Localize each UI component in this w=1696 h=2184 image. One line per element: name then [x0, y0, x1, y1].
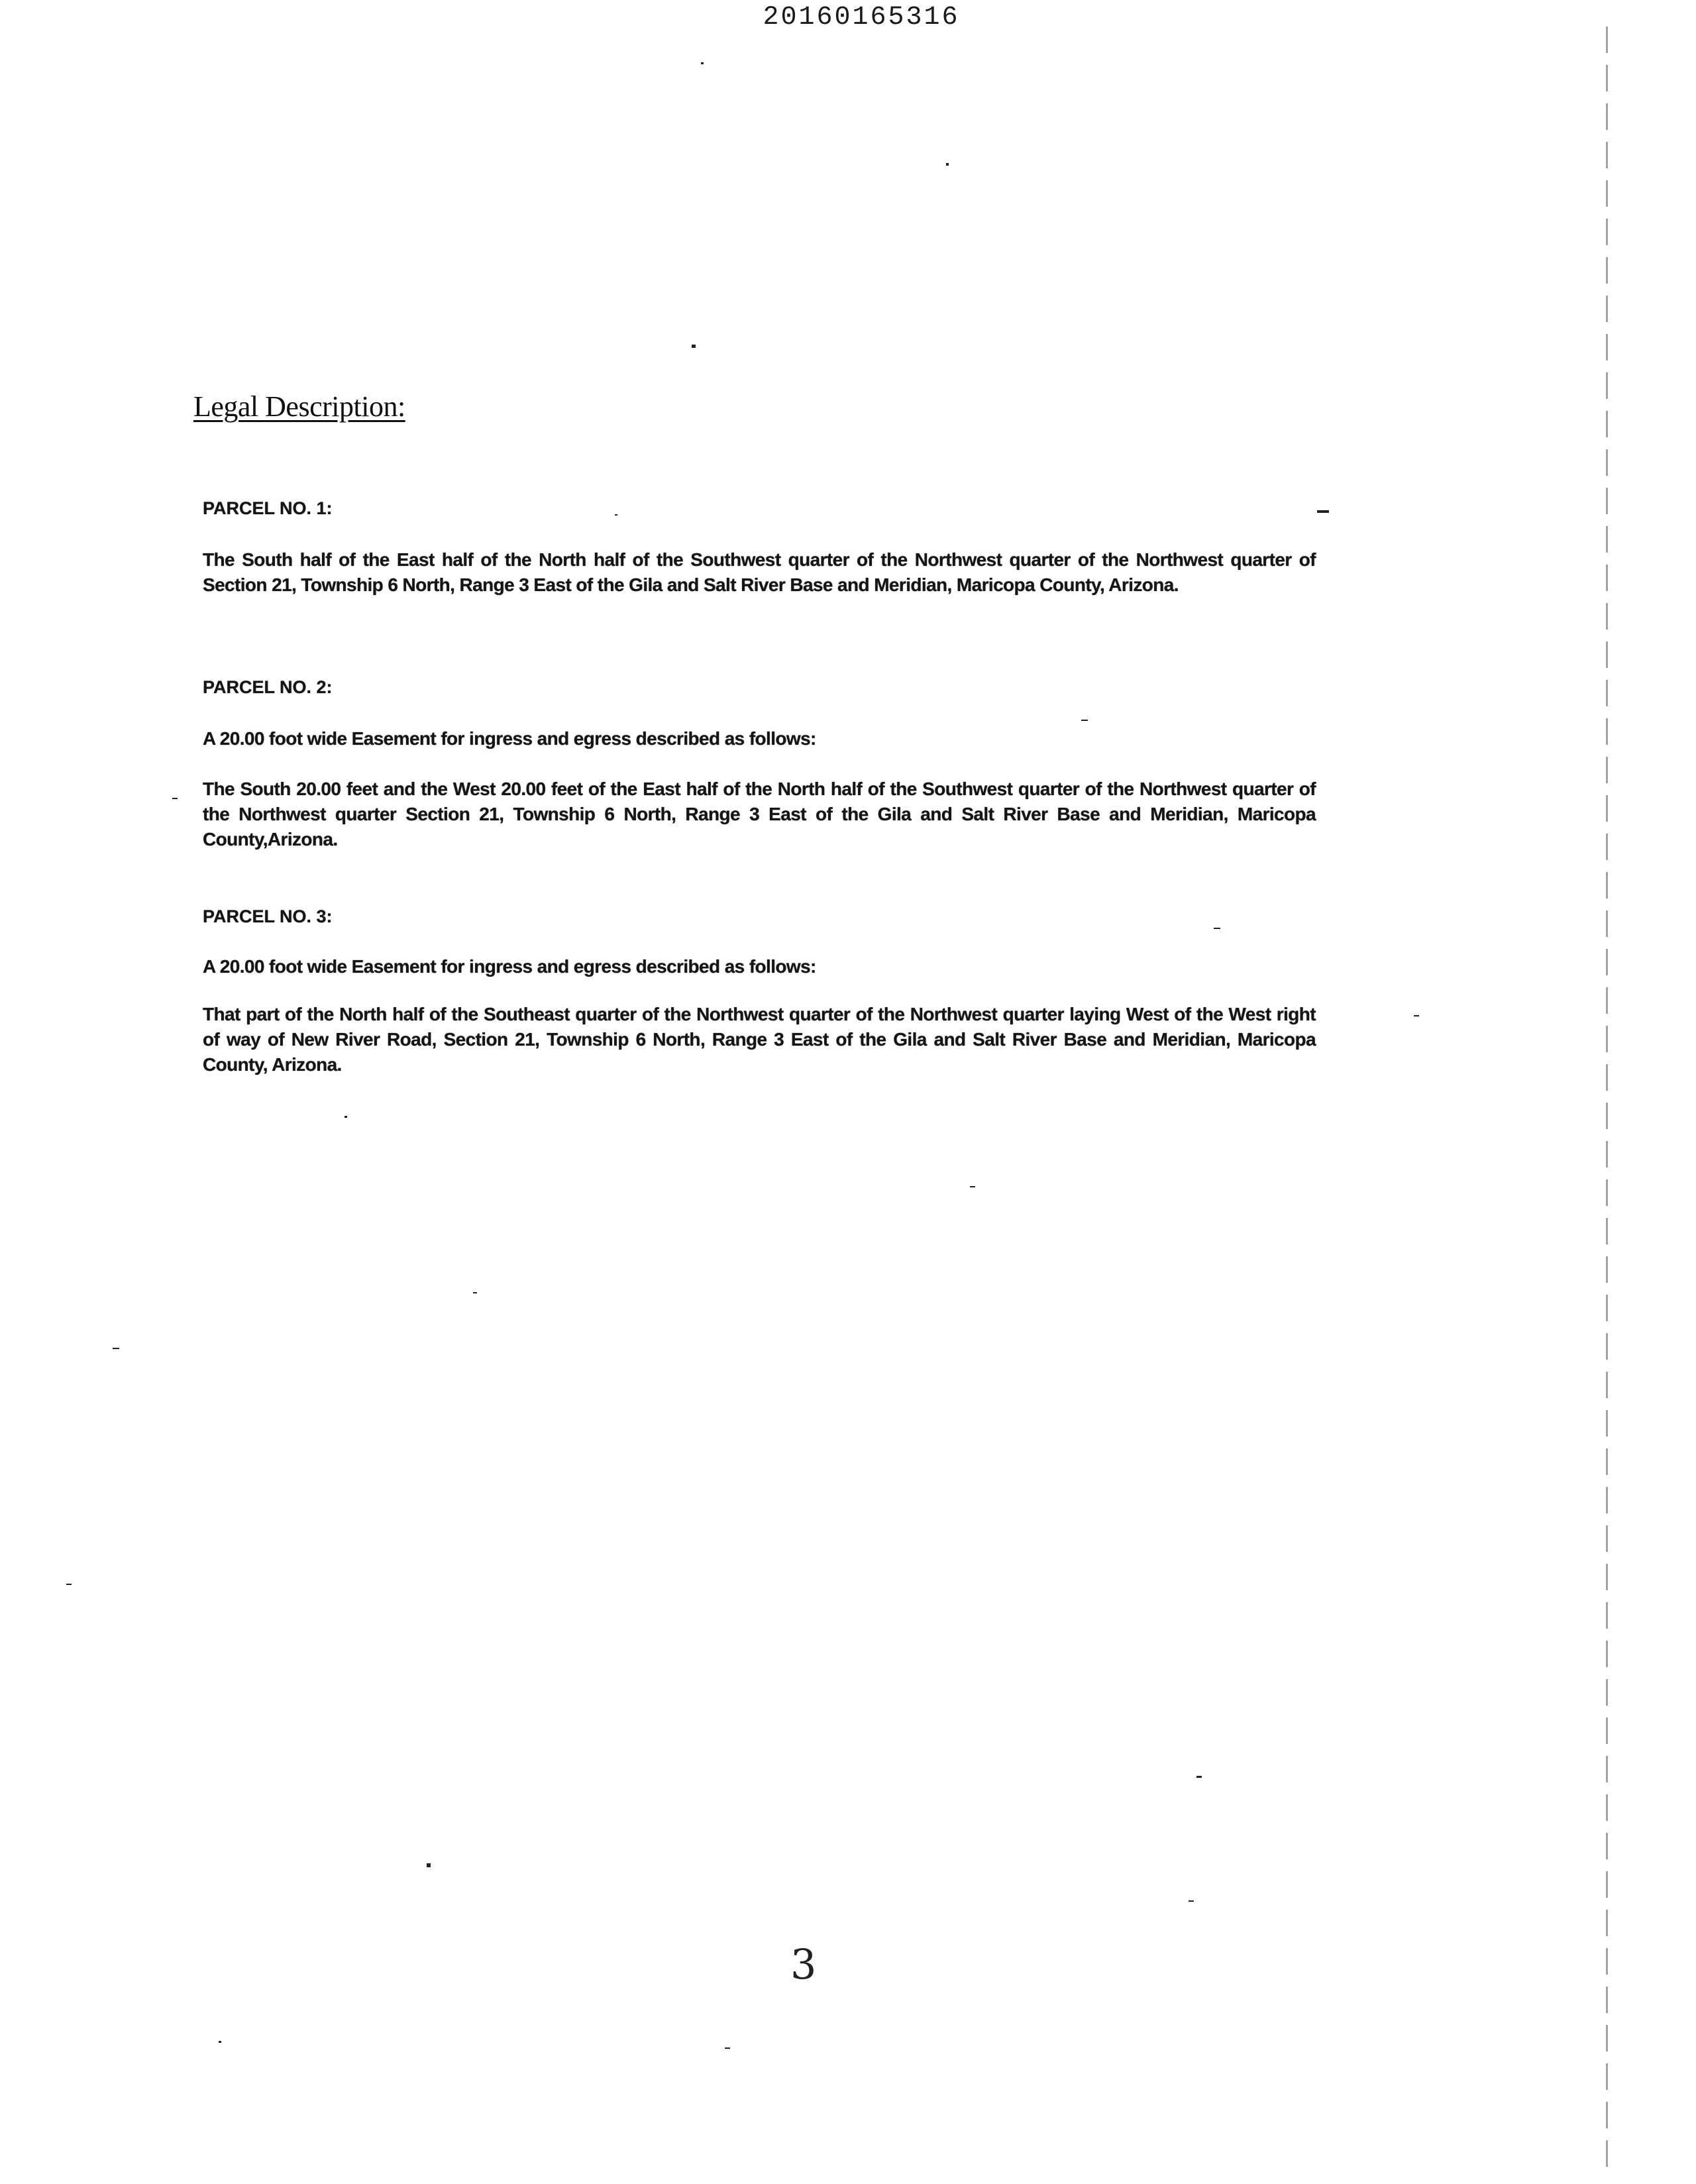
scan-speck	[219, 2041, 221, 2043]
parcel-3-description: That part of the North half of the Southeast quarter of the Northwest quarter of the Northwest quarter laying West of the West right of way of New River Road, Section 21, Township 6 North, Range 3 East of the Gila and Salt River Base and Meridian, Maricopa County, Arizona.	[203, 1004, 1316, 1075]
scan-speck	[1081, 720, 1088, 721]
parcel-2-label: PARCEL NO. 2:	[203, 677, 333, 697]
scan-speck	[1189, 1900, 1194, 1902]
parcel-2-description: The South 20.00 feet and the West 20.00 feet of the East half of the North half of the Southwest quarter of the Northwest quarter of the Northwest quarter Section 21, Township 6 North, Range 3 East of the Gila and Salt River Base and Meridian, Maricopa County,Arizona.	[203, 779, 1316, 849]
scan-edge-line	[1606, 27, 1608, 2173]
page-title: Legal Description:	[193, 390, 405, 423]
scan-speck	[946, 163, 949, 166]
scan-speck	[692, 345, 696, 348]
scan-speck	[66, 1584, 72, 1585]
parcel-1-description: The South half of the East half of the North half of the Southwest quarter of the Northwest quarter of the Northwest quarter of Section 21, Township 6 North, Range 3 East of the Gila and Salt River Base and Meridian, Maricopa County, Arizona.	[203, 549, 1316, 595]
scan-speck	[1196, 1776, 1202, 1778]
scan-speck	[1214, 928, 1220, 929]
scan-speck	[725, 2048, 730, 2049]
scan-speck	[970, 1186, 975, 1187]
scan-speck	[1414, 1015, 1419, 1016]
parcel-3-label: PARCEL NO. 3:	[203, 906, 333, 926]
scan-speck	[113, 1348, 119, 1349]
scan-speck	[344, 1116, 347, 1118]
page-number: 3	[790, 1940, 817, 1989]
scan-speck	[701, 62, 704, 64]
scan-speck	[172, 798, 178, 799]
parcel-2-easement-intro: A 20.00 foot wide Easement for ingress and egress described as follows:	[203, 728, 816, 749]
recording-number: 20160165316	[763, 3, 960, 32]
scan-speck	[615, 514, 617, 516]
parcel-3-easement-intro: A 20.00 foot wide Easement for ingress and egress described as follows:	[203, 956, 816, 977]
parcel-1-label: PARCEL NO. 1:	[203, 498, 333, 518]
scan-speck	[1317, 510, 1329, 513]
scan-speck	[473, 1292, 477, 1293]
scan-speck	[427, 1863, 431, 1867]
